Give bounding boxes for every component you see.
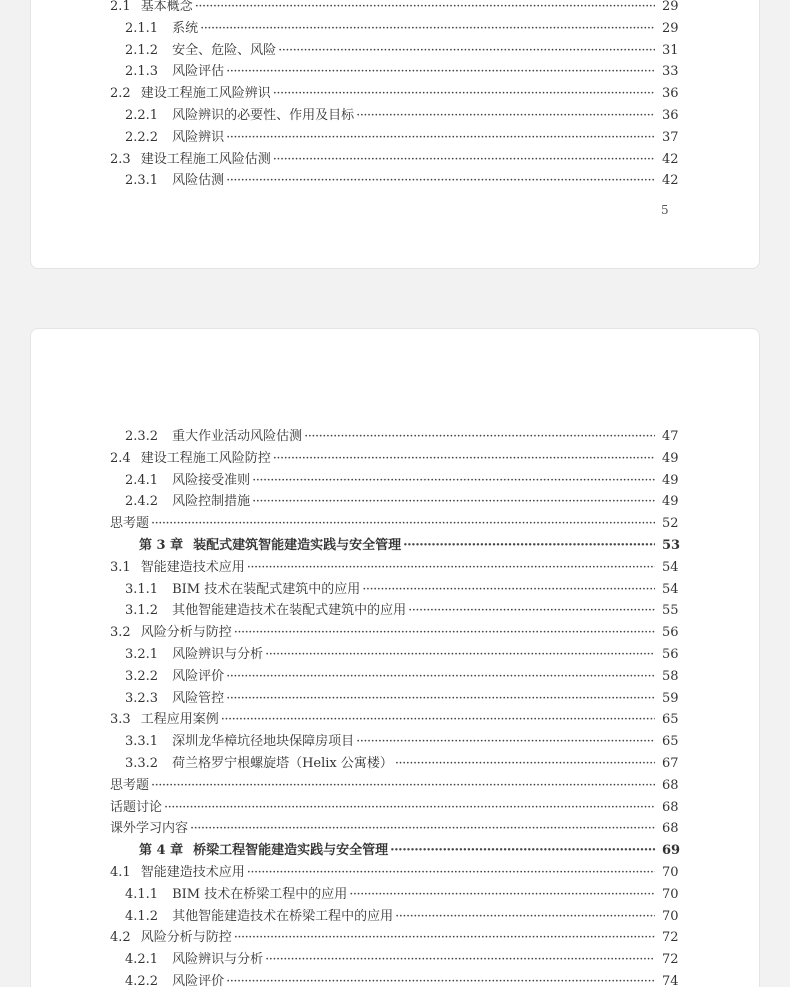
toc-leader-dots xyxy=(190,818,655,840)
toc-subsection-entry[interactable] xyxy=(31,644,760,666)
toc-entry-title: 风险辨识 xyxy=(172,129,225,145)
toc-entry-page: 69 xyxy=(662,843,681,859)
toc-entry-number: 2.2.1 xyxy=(125,108,159,123)
toc-leader-dots xyxy=(151,775,655,797)
toc-chapter-entry[interactable] xyxy=(31,535,760,557)
toc-leader-dots xyxy=(226,61,655,83)
toc-entry-number: 4.1.2 xyxy=(125,908,159,924)
toc-subsection-entry[interactable] xyxy=(31,426,760,448)
toc-entry-page: 65 xyxy=(662,712,679,728)
toc-entry-number: 2.1.1 xyxy=(125,20,159,36)
toc-entry-title: 思考题 xyxy=(110,777,150,793)
toc-entry-title: 系统 xyxy=(172,20,199,36)
toc-entry-number: 4.2.2 xyxy=(125,974,159,987)
toc-entry-title: BIM 技术在桥梁工程中的应用 xyxy=(172,886,348,902)
toc-entry-page: 42 xyxy=(662,173,679,189)
toc-entry-page: 58 xyxy=(662,668,679,684)
toc-entry-number: 2.3.2 xyxy=(125,429,159,444)
toc-entry-title: 装配式建筑智能建造实践与安全管理 xyxy=(193,538,402,553)
toc-section-entry[interactable] xyxy=(31,797,760,819)
toc-leader-dots xyxy=(356,731,655,753)
toc-leader-dots xyxy=(273,448,655,470)
toc-entry-title: 风险分析与防控 xyxy=(140,625,232,641)
toc-leader-dots xyxy=(252,470,655,492)
toc-entry-title: 荷兰格罗宁根螺旋塔（Helix 公寓楼） xyxy=(172,756,393,771)
toc-entry-page: 70 xyxy=(662,886,679,902)
toc-leader-dots xyxy=(234,927,655,949)
toc-entry-title: 风险评价 xyxy=(172,668,225,684)
toc-entry-page: 49 xyxy=(662,472,679,488)
toc-section-entry[interactable] xyxy=(31,83,760,105)
toc-entry-title: 风险分析与防控 xyxy=(140,930,232,946)
toc-leader-dots xyxy=(349,884,655,906)
toc-subsection-entry[interactable] xyxy=(31,666,760,688)
toc-entry-page: 59 xyxy=(662,690,679,706)
toc-leader-dots xyxy=(265,949,655,971)
toc-entry-page: 52 xyxy=(662,516,679,532)
toc-entry-page: 56 xyxy=(662,625,679,641)
toc-section-entry[interactable] xyxy=(31,149,760,171)
toc-entry-page: 68 xyxy=(662,821,679,837)
toc-leader-dots xyxy=(226,666,655,688)
toc-entry-page: 49 xyxy=(662,494,679,510)
toc-entry-title: 风险管控 xyxy=(172,690,225,706)
toc-entry-page: 55 xyxy=(662,603,679,619)
toc-subsection-entry[interactable] xyxy=(31,61,760,83)
toc-section-entry[interactable] xyxy=(31,927,760,949)
toc-entry-title: 安全、危险、风险 xyxy=(172,42,277,58)
toc-entry-number: 2.4.1 xyxy=(125,472,159,488)
toc-entry-page: 68 xyxy=(662,799,679,815)
toc-section-entry[interactable] xyxy=(31,557,760,579)
toc-subsection-entry[interactable] xyxy=(31,470,760,492)
toc-entry-page: 67 xyxy=(662,756,679,771)
toc-entry-title: 基本概念 xyxy=(140,0,193,14)
toc-leader-dots xyxy=(304,426,655,448)
toc-entry-title: 风险辨识与分析 xyxy=(172,952,264,968)
toc-entry-number: 3.1.2 xyxy=(125,603,159,619)
toc-entry-title: 智能建造技术应用 xyxy=(140,865,245,880)
toc-entry-title: 建设工程施工风险估测 xyxy=(140,151,271,167)
toc-entry-title: 建设工程施工风险辨识 xyxy=(140,86,271,102)
toc-section-entry[interactable] xyxy=(31,775,760,797)
toc-leader-dots xyxy=(273,83,655,105)
toc-entry-page: 33 xyxy=(662,64,679,80)
toc-entry-number: 4.2 xyxy=(110,930,131,946)
toc-section-entry[interactable] xyxy=(31,862,760,884)
toc-chapter-entry[interactable] xyxy=(31,840,760,862)
toc-entry-title: 思考题 xyxy=(110,516,150,532)
toc-leader-dots xyxy=(226,127,655,149)
toc-entry-page: 70 xyxy=(662,908,679,924)
toc-entry-page: 36 xyxy=(662,108,679,123)
toc-subsection-entry[interactable] xyxy=(31,18,760,40)
toc-entry-title: 风险估测 xyxy=(172,173,225,189)
toc-leader-dots xyxy=(195,0,655,18)
toc-entry-title: 其他智能建造技术在桥梁工程中的应用 xyxy=(172,908,394,924)
toc-subsection-entry[interactable] xyxy=(31,731,760,753)
toc-entry-page: 47 xyxy=(662,429,679,444)
toc-entry-number: 第 4 章 xyxy=(139,843,184,859)
toc-entry-title: 风险评价 xyxy=(172,974,225,987)
toc-entry-number: 2.1.3 xyxy=(125,64,159,80)
toc-entry-page: 70 xyxy=(662,865,679,880)
toc-entry-number: 2.3.1 xyxy=(125,173,159,189)
toc-page-upper xyxy=(30,0,760,269)
toc-entry-number: 3.3.1 xyxy=(125,734,159,750)
toc-entry-number: 2.3 xyxy=(110,151,131,167)
toc-entry-title: 其他智能建造技术在装配式建筑中的应用 xyxy=(172,603,407,619)
toc-subsection-entry[interactable] xyxy=(31,906,760,928)
toc-entry-number: 2.1 xyxy=(110,0,131,14)
toc-entry-title: 桥梁工程智能建造实践与安全管理 xyxy=(193,843,389,859)
toc-entry-number: 3.3 xyxy=(110,712,131,728)
toc-leader-dots xyxy=(221,709,655,731)
toc-subsection-entry[interactable] xyxy=(31,600,760,622)
toc-entry-number: 2.4.2 xyxy=(125,494,159,510)
toc-entry-page: 37 xyxy=(662,129,679,145)
toc-entry-title: 智能建造技术应用 xyxy=(140,559,245,575)
toc-section-entry[interactable] xyxy=(31,818,760,840)
toc-entry-title: 建设工程施工风险防控 xyxy=(140,450,271,466)
toc-entry-title: 重大作业活动风险估测 xyxy=(172,429,303,444)
toc-entry-title: 风险评估 xyxy=(172,64,225,80)
toc-subsection-entry[interactable] xyxy=(31,949,760,971)
toc-leader-dots xyxy=(247,862,655,884)
toc-entry-page: 29 xyxy=(662,20,679,36)
toc-leader-dots xyxy=(151,513,655,535)
toc-entry-page: 56 xyxy=(662,647,679,662)
toc-leader-dots xyxy=(395,753,655,775)
toc-entry-number: 4.2.1 xyxy=(125,952,159,968)
toc-subsection-entry[interactable] xyxy=(31,170,760,192)
toc-subsection-entry[interactable] xyxy=(31,105,760,127)
toc-entry-title: 风险辨识与分析 xyxy=(172,647,264,662)
toc-leader-dots xyxy=(273,149,655,171)
toc-entry-number: 3.2.3 xyxy=(125,690,159,706)
toc-entry-title: 深圳龙华樟坑径地块保障房项目 xyxy=(172,734,355,750)
toc-entry-number: 3.2.2 xyxy=(125,668,159,684)
toc-section-entry[interactable] xyxy=(31,0,760,18)
toc-leader-dots xyxy=(226,170,655,192)
toc-entry-page: 42 xyxy=(662,151,679,167)
toc-page-lower xyxy=(30,328,760,987)
toc-entry-number: 3.1 xyxy=(110,559,131,575)
toc-entry-number: 3.3.2 xyxy=(125,756,159,771)
toc-entry-page: 72 xyxy=(662,952,679,968)
toc-section-entry[interactable] xyxy=(31,622,760,644)
toc-section-entry[interactable] xyxy=(31,709,760,731)
toc-section-entry[interactable] xyxy=(31,513,760,535)
toc-section-entry[interactable] xyxy=(31,448,760,470)
toc-entry-page: 68 xyxy=(662,777,679,793)
toc-entry-title: 话题讨论 xyxy=(110,799,163,815)
toc-entry-number: 第 3 章 xyxy=(139,538,184,553)
toc-entry-number: 4.1 xyxy=(110,865,131,880)
toc-leader-dots xyxy=(226,971,655,987)
toc-entry-title: 工程应用案例 xyxy=(140,712,219,728)
toc-leader-dots xyxy=(403,535,655,557)
toc-leader-dots xyxy=(200,18,655,40)
toc-entry-title: 课外学习内容 xyxy=(110,821,189,837)
toc-entry-number: 2.1.2 xyxy=(125,42,159,58)
toc-subsection-entry[interactable] xyxy=(31,40,760,62)
toc-entry-page: 54 xyxy=(662,559,679,575)
toc-leader-dots xyxy=(395,906,655,928)
toc-entry-number: 3.2.1 xyxy=(125,647,159,662)
toc-leader-dots xyxy=(164,797,655,819)
toc-entry-number: 2.2 xyxy=(110,86,131,102)
toc-entry-title: 风险辨识的必要性、作用及目标 xyxy=(172,108,355,123)
toc-entry-number: 3.2 xyxy=(110,625,131,641)
toc-entry-title: 风险控制措施 xyxy=(172,494,251,510)
toc-entry-page: 65 xyxy=(662,734,679,750)
toc-entry-number: 3.1.1 xyxy=(125,581,159,597)
toc-subsection-entry[interactable] xyxy=(31,688,760,710)
toc-subsection-entry[interactable] xyxy=(31,491,760,513)
toc-leader-dots xyxy=(252,491,655,513)
toc-subsection-entry[interactable] xyxy=(31,127,760,149)
toc-entry-page: 31 xyxy=(662,42,679,58)
toc-leader-dots xyxy=(356,105,655,127)
toc-leader-dots xyxy=(265,644,655,666)
toc-subsection-entry[interactable] xyxy=(31,884,760,906)
toc-entry-page: 49 xyxy=(662,450,679,466)
toc-subsection-entry[interactable] xyxy=(31,579,760,601)
toc-entry-title: 风险接受准则 xyxy=(172,472,251,488)
toc-subsection-entry[interactable] xyxy=(31,971,760,987)
toc-leader-dots xyxy=(226,688,655,710)
toc-leader-dots xyxy=(234,622,655,644)
toc-entry-number: 4.1.1 xyxy=(125,886,159,902)
toc-leader-dots xyxy=(278,40,655,62)
toc-leader-dots xyxy=(247,557,655,579)
toc-entry-page: 53 xyxy=(662,538,681,553)
toc-entry-title: BIM 技术在装配式建筑中的应用 xyxy=(172,581,361,597)
toc-leader-dots xyxy=(408,600,655,622)
toc-entry-page: 72 xyxy=(662,930,679,946)
toc-leader-dots xyxy=(362,579,655,601)
toc-entry-page: 29 xyxy=(662,0,679,14)
toc-entry-page: 74 xyxy=(662,974,679,987)
toc-entry-number: 2.2.2 xyxy=(125,129,159,145)
page-number: 5 xyxy=(661,203,669,217)
toc-entry-page: 36 xyxy=(662,86,679,102)
toc-subsection-entry[interactable] xyxy=(31,753,760,775)
toc-entry-number: 2.4 xyxy=(110,450,131,466)
toc-leader-dots xyxy=(390,840,655,862)
toc-entry-page: 54 xyxy=(662,581,679,597)
